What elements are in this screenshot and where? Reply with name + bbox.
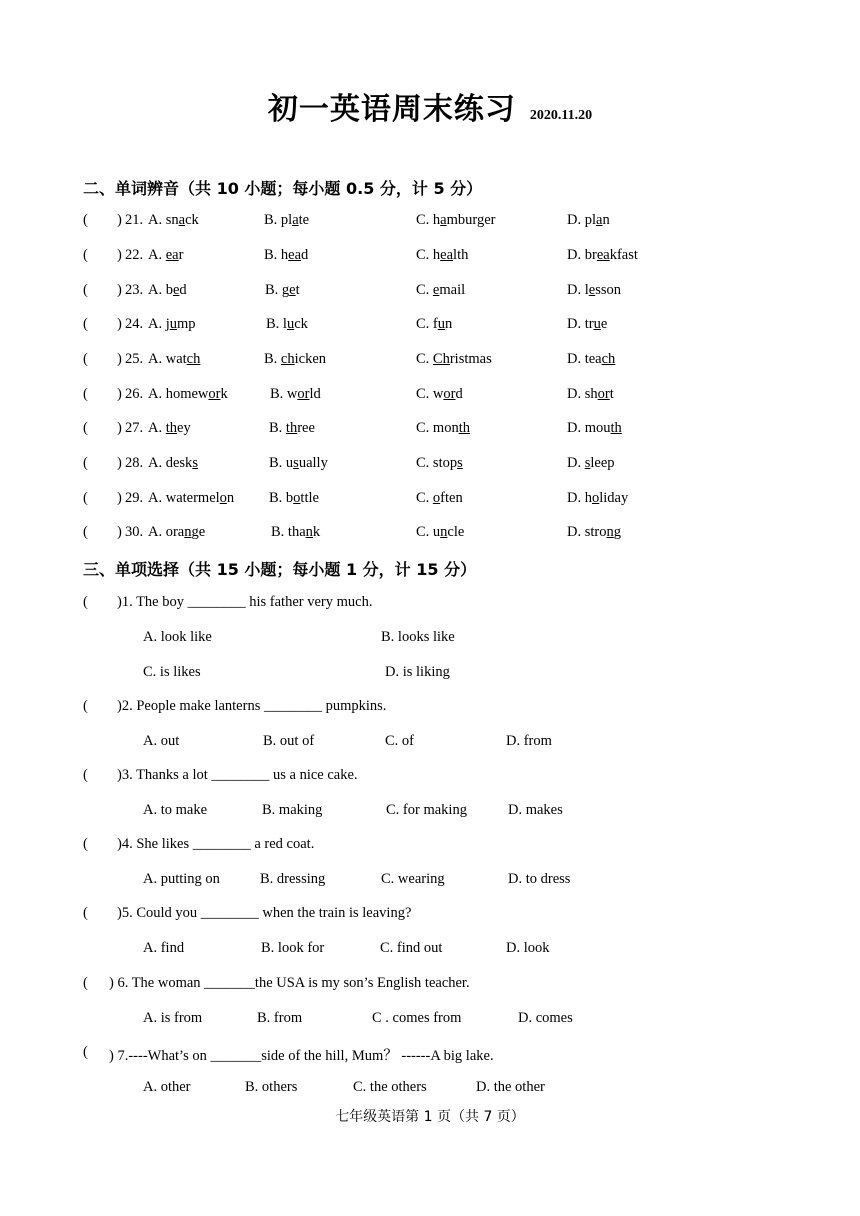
page-title: 初一英语周末练习 — [267, 92, 516, 127]
question-text: ) 7.----What’s on _______side of the hill, Mum？ ------A big lake. — [109, 1048, 494, 1064]
answer-paren[interactable]: ( — [83, 420, 88, 436]
answer-option: C . comes from — [372, 1010, 462, 1026]
answer-option: A. putting on — [143, 871, 220, 887]
option-a: A. desks — [148, 455, 198, 471]
option-d: D. holiday — [567, 490, 629, 506]
answer-option: C. for making — [386, 802, 467, 818]
option-d: D. sleep — [567, 455, 615, 471]
pronunciation-row — [83, 351, 783, 373]
option-a: A. snack — [148, 212, 199, 228]
question-stem — [83, 836, 783, 858]
question-stem — [83, 905, 783, 927]
question-text: )1. The boy ________ his father very much. — [117, 594, 373, 610]
answer-option: B. looks like — [381, 629, 455, 645]
option-c: C. health — [416, 247, 469, 263]
question-stem — [83, 767, 783, 789]
question-number: 24. — [125, 316, 144, 332]
underlined-letters: s — [584, 455, 591, 471]
pronunciation-row — [83, 455, 783, 477]
underlined-letters: or — [297, 386, 310, 402]
answer-paren[interactable]: ( — [83, 455, 88, 471]
underlined-letters: th — [458, 420, 470, 436]
question-number: 21. — [125, 212, 144, 228]
underlined-letters: th — [165, 420, 178, 436]
underlined-letters: or — [208, 386, 221, 402]
question-number: 30. — [125, 524, 144, 540]
underlined-letters: or — [597, 386, 610, 402]
underlined-letters: s — [192, 455, 198, 471]
underlined-letters: th — [610, 420, 622, 436]
pronunciation-row — [83, 316, 783, 338]
underlined-letters: ea — [165, 247, 179, 263]
answer-paren[interactable]: ( — [83, 212, 88, 228]
option-d: D. plan — [567, 212, 610, 228]
pronunciation-row — [83, 420, 783, 442]
option-c: C. hamburger — [416, 212, 496, 228]
underlined-letters: th — [285, 420, 298, 436]
option-c: C. month — [416, 420, 470, 436]
underlined-letters: a — [178, 212, 186, 228]
underlined-letters: n — [184, 524, 192, 540]
option-c: C. word — [416, 386, 463, 402]
option-c: C. often — [416, 490, 463, 506]
question-number: 23. — [125, 282, 144, 298]
question-text: )3. Thanks a lot ________ us a nice cake. — [117, 767, 358, 783]
option-d: D. short — [567, 386, 614, 402]
answer-paren-close: ) — [117, 524, 122, 540]
answer-paren-close: ) — [117, 490, 122, 506]
option-a: A. watch — [148, 351, 201, 367]
pronunciation-row — [83, 524, 783, 546]
underlined-letters: e — [432, 282, 440, 298]
underlined-letters: a — [292, 212, 299, 228]
option-c: C. fun — [416, 316, 453, 332]
underlined-letters: u — [593, 316, 601, 332]
question-number: 22. — [125, 247, 144, 263]
question-number: 26. — [125, 386, 144, 402]
option-a: A. bed — [148, 282, 187, 298]
answer-option: D. the other — [476, 1079, 545, 1095]
underlined-letters: u — [286, 316, 295, 332]
answer-paren[interactable]: ( — [83, 767, 88, 783]
option-b: B. plate — [264, 212, 310, 228]
answer-paren-close: ) — [117, 247, 122, 263]
answer-paren-close: ) — [117, 351, 122, 367]
option-d: D. lesson — [567, 282, 621, 298]
option-b: B. bottle — [269, 490, 319, 506]
exam-date: 2020.11.20 — [529, 108, 593, 123]
question-number: 29. — [125, 490, 144, 506]
answer-option: A. find — [143, 940, 185, 956]
option-a: A. jump — [148, 316, 196, 332]
answer-option: D. look — [506, 940, 550, 956]
question-stem — [83, 975, 783, 997]
underlined-letters: n — [305, 524, 313, 540]
underlined-letters: s — [457, 455, 463, 471]
question-text: )4. She likes ________ a red coat. — [117, 836, 315, 852]
underlined-letters: or — [443, 386, 456, 402]
option-a: A. orange — [148, 524, 206, 540]
underlined-letters: e — [172, 282, 180, 298]
section3-heading: 三、单项选择（共 15 小题；每小题 1 分，计 15 分） — [83, 560, 477, 579]
underlined-letters: ea — [596, 247, 610, 263]
underlined-letters: ch — [280, 351, 295, 367]
section2-heading: 二、单词辨音（共 10 小题；每小题 0.5 分，计 5 分） — [83, 179, 483, 198]
answer-paren[interactable]: ( — [83, 316, 88, 332]
underlined-letters: e — [588, 282, 596, 298]
option-b: B. get — [265, 282, 300, 298]
answer-option: B. making — [262, 802, 323, 818]
answer-option: B. from — [257, 1010, 303, 1026]
title-block — [0, 84, 860, 128]
answer-paren[interactable]: ( — [83, 351, 88, 367]
answer-option: B. dressing — [260, 871, 326, 887]
answer-option: B. others — [245, 1079, 298, 1095]
option-a: A. ear — [148, 247, 184, 263]
option-c: C. Christmas — [416, 351, 492, 367]
answer-option: D. comes — [518, 1010, 573, 1026]
option-b: B. luck — [266, 316, 308, 332]
pronunciation-row — [83, 212, 783, 234]
answer-paren[interactable]: ( — [83, 905, 88, 921]
option-d: D. strong — [567, 524, 621, 540]
option-c: C. stops — [416, 455, 463, 471]
underlined-letters: o — [591, 490, 600, 506]
question-number: 25. — [125, 351, 144, 367]
underlined-letters: s — [293, 455, 299, 471]
answer-paren[interactable]: ( — [83, 1044, 88, 1060]
option-d: D. teach — [567, 351, 616, 367]
question-stem — [83, 1044, 783, 1066]
answer-option: C. is likes — [143, 664, 201, 680]
option-b: B. head — [264, 247, 309, 263]
answer-paren[interactable]: ( — [83, 282, 88, 298]
answer-option: A. other — [143, 1079, 191, 1095]
answer-option: C. find out — [380, 940, 443, 956]
answer-paren[interactable]: ( — [83, 247, 88, 263]
underlined-letters: n — [606, 524, 614, 540]
underlined-letters: n — [440, 524, 448, 540]
underlined-letters: a — [596, 212, 603, 228]
option-a: A. watermelon — [148, 490, 235, 506]
pronunciation-row — [83, 282, 783, 304]
option-d: D. mouth — [567, 420, 622, 436]
option-b: B. three — [269, 420, 315, 436]
option-d: D. breakfast — [567, 247, 638, 263]
option-b: B. usually — [269, 455, 328, 471]
underlined-letters: o — [219, 490, 227, 506]
option-b: B. chicken — [264, 351, 327, 367]
question-number: 27. — [125, 420, 144, 436]
answer-option: D. from — [506, 733, 552, 749]
answer-option: B. out of — [263, 733, 315, 749]
answer-paren[interactable]: ( — [83, 386, 88, 402]
option-c: C. uncle — [416, 524, 465, 540]
answer-option: B. look for — [261, 940, 325, 956]
underlined-letters: e — [289, 282, 296, 298]
question-number: 28. — [125, 455, 144, 471]
underlined-letters: u — [437, 316, 445, 332]
question-text: )5. Could you ________ when the train is leaving? — [117, 905, 412, 921]
underlined-letters: ch — [186, 351, 201, 367]
underlined-letters: u — [169, 316, 177, 332]
pronunciation-row — [83, 490, 783, 512]
option-a: A. they — [148, 420, 191, 436]
answer-option: C. the others — [353, 1079, 427, 1095]
underlined-letters: ea — [440, 247, 454, 263]
option-c: C. email — [416, 282, 466, 298]
answer-option: D. makes — [508, 802, 563, 818]
question-stem — [83, 594, 783, 616]
answer-paren[interactable]: ( — [83, 524, 88, 540]
page-footer: 七年级英语第 1 页（共 7 页） — [335, 1109, 525, 1125]
underlined-letters: a — [440, 212, 447, 228]
underlined-letters: o — [293, 490, 301, 506]
question-text: ) 6. The woman _______the USA is my son’s English teacher. — [109, 975, 470, 991]
answer-paren-close: ) — [117, 282, 122, 298]
answer-paren[interactable]: ( — [83, 594, 88, 610]
answer-option: A. look like — [143, 629, 212, 645]
underlined-letters: Ch — [432, 351, 450, 367]
option-b: B. world — [270, 386, 321, 402]
answer-option: D. is liking — [385, 664, 450, 680]
answer-paren-close: ) — [117, 212, 122, 228]
underlined-letters: o — [432, 490, 441, 506]
underlined-letters: ch — [601, 351, 616, 367]
option-d: D. true — [567, 316, 608, 332]
question-stem — [83, 698, 783, 720]
answer-paren-close: ) — [117, 316, 122, 332]
answer-option: D. to dress — [508, 871, 571, 887]
question-text: )2. People make lanterns ________ pumpkins. — [117, 698, 387, 714]
underlined-letters: ea — [288, 247, 302, 263]
pronunciation-row — [83, 247, 783, 269]
answer-option: C. of — [385, 733, 414, 749]
answer-option: A. to make — [143, 802, 208, 818]
answer-paren[interactable]: ( — [83, 836, 88, 852]
answer-paren-close: ) — [117, 455, 122, 471]
option-a: A. homework — [148, 386, 228, 402]
option-b: B. thank — [271, 524, 321, 540]
answer-option: C. wearing — [381, 871, 445, 887]
answer-paren-close: ) — [117, 420, 122, 436]
answer-option: A. is from — [143, 1010, 203, 1026]
pronunciation-row — [83, 386, 783, 408]
answer-paren[interactable]: ( — [83, 698, 88, 714]
answer-paren-close: ) — [117, 386, 122, 402]
answer-paren[interactable]: ( — [83, 975, 88, 991]
answer-option: A. out — [143, 733, 180, 749]
answer-paren[interactable]: ( — [83, 490, 88, 506]
